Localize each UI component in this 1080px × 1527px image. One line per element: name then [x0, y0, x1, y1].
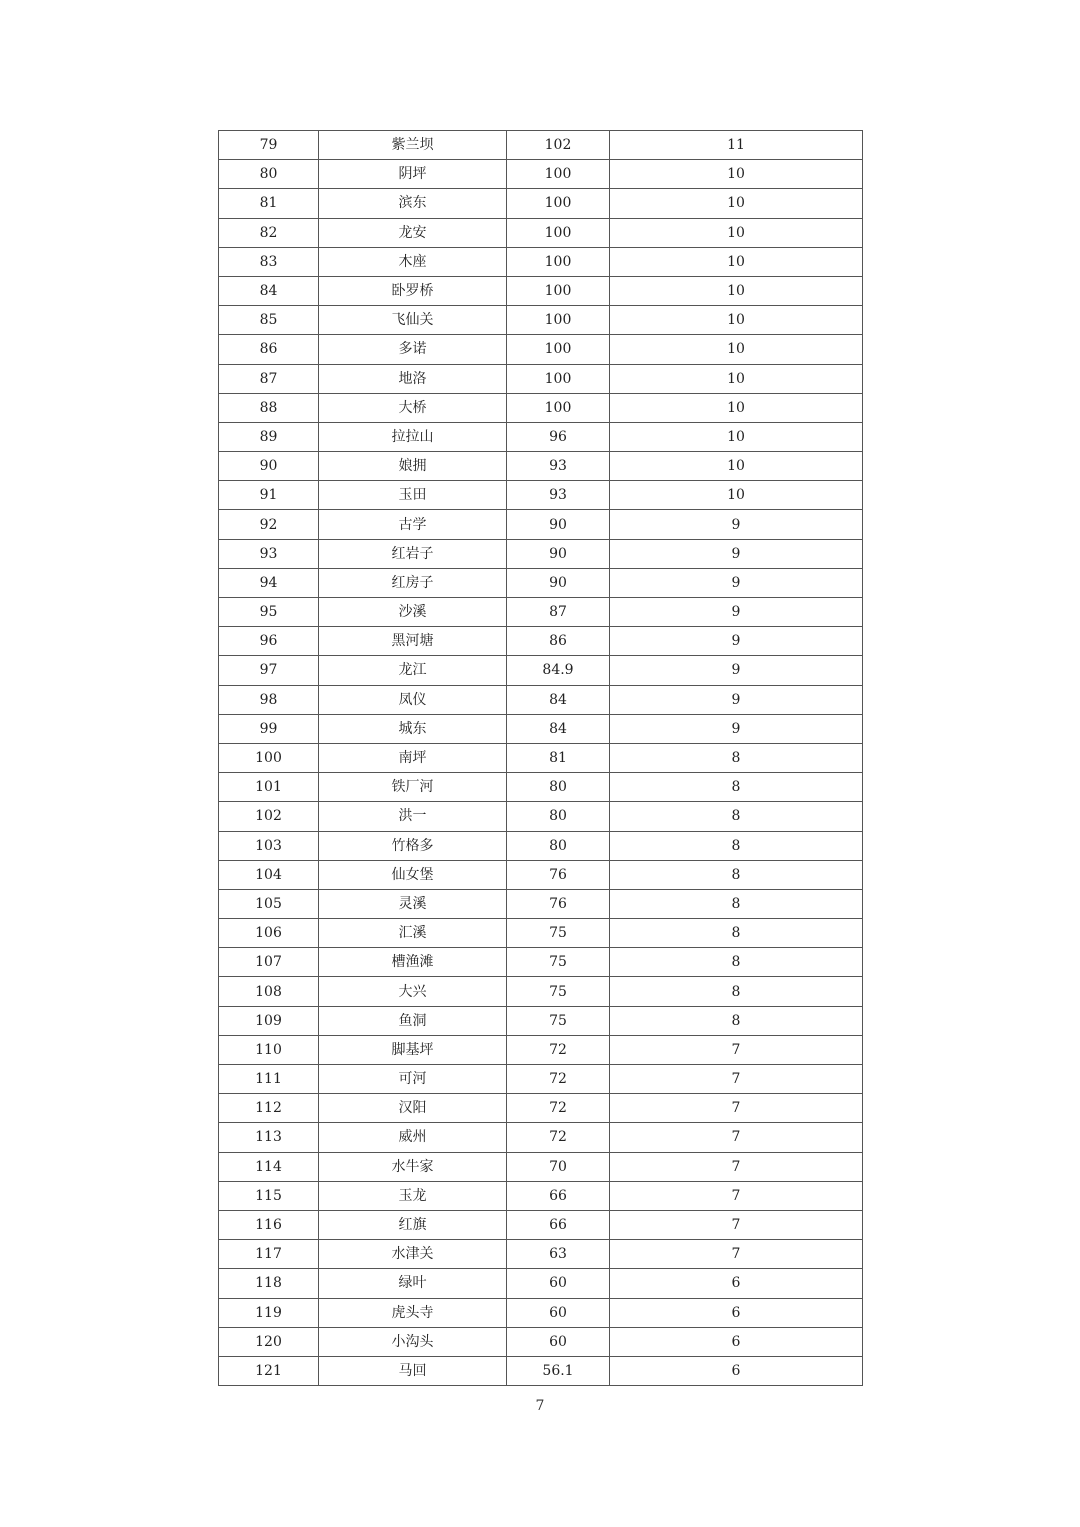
index-cell: 90 — [219, 452, 319, 481]
index-cell: 99 — [219, 714, 319, 743]
name-cell: 水牛家 — [319, 1152, 507, 1181]
name-cell: 槽渔滩 — [319, 948, 507, 977]
index-cell: 81 — [219, 189, 319, 218]
value-cell: 90 — [507, 539, 610, 568]
name-cell: 古学 — [319, 510, 507, 539]
name-cell: 鱼洞 — [319, 1006, 507, 1035]
rank-cell: 8 — [610, 773, 863, 802]
rank-cell: 7 — [610, 1123, 863, 1152]
value-cell: 96 — [507, 422, 610, 451]
table-row — [219, 1006, 863, 1035]
table-row — [219, 452, 863, 481]
table-row — [219, 1065, 863, 1094]
table-row — [219, 1210, 863, 1239]
value-cell: 56.1 — [507, 1356, 610, 1385]
value-cell: 80 — [507, 802, 610, 831]
index-cell: 119 — [219, 1298, 319, 1327]
name-cell: 拉拉山 — [319, 422, 507, 451]
index-cell: 112 — [219, 1094, 319, 1123]
table-row — [219, 422, 863, 451]
rank-cell: 10 — [610, 393, 863, 422]
table-row — [219, 1152, 863, 1181]
rank-cell: 8 — [610, 743, 863, 772]
name-cell: 灵溪 — [319, 889, 507, 918]
name-cell: 龙安 — [319, 218, 507, 247]
rank-cell: 7 — [610, 1065, 863, 1094]
rank-cell: 10 — [610, 189, 863, 218]
data-table — [218, 130, 863, 1386]
name-cell: 南坪 — [319, 743, 507, 772]
rank-cell: 10 — [610, 481, 863, 510]
name-cell: 大兴 — [319, 977, 507, 1006]
name-cell: 娘拥 — [319, 452, 507, 481]
name-cell: 玉龙 — [319, 1181, 507, 1210]
value-cell: 86 — [507, 627, 610, 656]
value-cell: 90 — [507, 510, 610, 539]
table-row — [219, 627, 863, 656]
rank-cell: 8 — [610, 860, 863, 889]
table-row — [219, 131, 863, 160]
table-row — [219, 1123, 863, 1152]
index-cell: 84 — [219, 276, 319, 305]
name-cell: 飞仙关 — [319, 306, 507, 335]
table-row — [219, 1269, 863, 1298]
index-cell: 97 — [219, 656, 319, 685]
table-row — [219, 860, 863, 889]
table-row — [219, 743, 863, 772]
value-cell: 80 — [507, 831, 610, 860]
index-cell: 89 — [219, 422, 319, 451]
name-cell: 小沟头 — [319, 1327, 507, 1356]
table-row — [219, 948, 863, 977]
table-row — [219, 189, 863, 218]
table-row — [219, 889, 863, 918]
index-cell: 121 — [219, 1356, 319, 1385]
value-cell: 84 — [507, 685, 610, 714]
index-cell: 105 — [219, 889, 319, 918]
value-cell: 75 — [507, 1006, 610, 1035]
value-cell: 66 — [507, 1181, 610, 1210]
value-cell: 100 — [507, 306, 610, 335]
rank-cell: 8 — [610, 889, 863, 918]
rank-cell: 10 — [610, 364, 863, 393]
value-cell: 100 — [507, 160, 610, 189]
table-row — [219, 773, 863, 802]
table-body — [219, 131, 863, 1386]
name-cell: 卧罗桥 — [319, 276, 507, 305]
index-cell: 104 — [219, 860, 319, 889]
name-cell: 阴坪 — [319, 160, 507, 189]
name-cell: 红岩子 — [319, 539, 507, 568]
name-cell: 汇溪 — [319, 919, 507, 948]
name-cell: 竹格多 — [319, 831, 507, 860]
index-cell: 91 — [219, 481, 319, 510]
rank-cell: 8 — [610, 948, 863, 977]
index-cell: 102 — [219, 802, 319, 831]
rank-cell: 10 — [610, 160, 863, 189]
table-row — [219, 1356, 863, 1385]
table-row — [219, 977, 863, 1006]
rank-cell: 9 — [610, 627, 863, 656]
page-number: 7 — [535, 1398, 545, 1414]
rank-cell: 6 — [610, 1327, 863, 1356]
table-row — [219, 1298, 863, 1327]
value-cell: 100 — [507, 364, 610, 393]
table-row — [219, 481, 863, 510]
table-row — [219, 306, 863, 335]
rank-cell: 6 — [610, 1269, 863, 1298]
table-row — [219, 685, 863, 714]
name-cell: 沙溪 — [319, 598, 507, 627]
index-cell: 113 — [219, 1123, 319, 1152]
name-cell: 仙女堡 — [319, 860, 507, 889]
index-cell: 115 — [219, 1181, 319, 1210]
value-cell: 100 — [507, 335, 610, 364]
index-cell: 80 — [219, 160, 319, 189]
value-cell: 72 — [507, 1123, 610, 1152]
name-cell: 玉田 — [319, 481, 507, 510]
name-cell: 大桥 — [319, 393, 507, 422]
table-row — [219, 160, 863, 189]
index-cell: 85 — [219, 306, 319, 335]
table-row — [219, 1327, 863, 1356]
table-row — [219, 598, 863, 627]
name-cell: 多诺 — [319, 335, 507, 364]
table-row — [219, 218, 863, 247]
table-row — [219, 656, 863, 685]
index-cell: 118 — [219, 1269, 319, 1298]
value-cell: 75 — [507, 948, 610, 977]
index-cell: 110 — [219, 1035, 319, 1064]
rank-cell: 7 — [610, 1094, 863, 1123]
rank-cell: 7 — [610, 1035, 863, 1064]
name-cell: 水津关 — [319, 1240, 507, 1269]
index-cell: 86 — [219, 335, 319, 364]
name-cell: 龙江 — [319, 656, 507, 685]
rank-cell: 8 — [610, 977, 863, 1006]
table-row — [219, 539, 863, 568]
index-cell: 116 — [219, 1210, 319, 1239]
rank-cell: 8 — [610, 831, 863, 860]
rank-cell: 10 — [610, 218, 863, 247]
value-cell: 87 — [507, 598, 610, 627]
index-cell: 79 — [219, 131, 319, 160]
index-cell: 109 — [219, 1006, 319, 1035]
name-cell: 紫兰坝 — [319, 131, 507, 160]
value-cell: 72 — [507, 1035, 610, 1064]
index-cell: 114 — [219, 1152, 319, 1181]
index-cell: 82 — [219, 218, 319, 247]
index-cell: 111 — [219, 1065, 319, 1094]
name-cell: 洪一 — [319, 802, 507, 831]
value-cell: 66 — [507, 1210, 610, 1239]
index-cell: 107 — [219, 948, 319, 977]
value-cell: 80 — [507, 773, 610, 802]
value-cell: 84 — [507, 714, 610, 743]
value-cell: 76 — [507, 860, 610, 889]
rank-cell: 10 — [610, 452, 863, 481]
table-row — [219, 831, 863, 860]
table-row — [219, 335, 863, 364]
index-cell: 83 — [219, 247, 319, 276]
table-row — [219, 802, 863, 831]
value-cell: 76 — [507, 889, 610, 918]
value-cell: 60 — [507, 1327, 610, 1356]
name-cell: 脚基坪 — [319, 1035, 507, 1064]
rank-cell: 9 — [610, 539, 863, 568]
index-cell: 117 — [219, 1240, 319, 1269]
name-cell: 汉阳 — [319, 1094, 507, 1123]
rank-cell: 9 — [610, 656, 863, 685]
index-cell: 101 — [219, 773, 319, 802]
rank-cell: 10 — [610, 306, 863, 335]
index-cell: 98 — [219, 685, 319, 714]
rank-cell: 8 — [610, 802, 863, 831]
name-cell: 地洛 — [319, 364, 507, 393]
index-cell: 106 — [219, 919, 319, 948]
index-cell: 103 — [219, 831, 319, 860]
rank-cell: 7 — [610, 1152, 863, 1181]
table-row — [219, 919, 863, 948]
value-cell: 100 — [507, 247, 610, 276]
value-cell: 100 — [507, 393, 610, 422]
name-cell: 红旗 — [319, 1210, 507, 1239]
value-cell: 93 — [507, 452, 610, 481]
name-cell: 滨东 — [319, 189, 507, 218]
name-cell: 凤仪 — [319, 685, 507, 714]
value-cell: 60 — [507, 1269, 610, 1298]
index-cell: 108 — [219, 977, 319, 1006]
value-cell: 60 — [507, 1298, 610, 1327]
name-cell: 红房子 — [319, 568, 507, 597]
table-row — [219, 714, 863, 743]
value-cell: 75 — [507, 977, 610, 1006]
rank-cell: 10 — [610, 335, 863, 364]
rank-cell: 9 — [610, 714, 863, 743]
name-cell: 马回 — [319, 1356, 507, 1385]
rank-cell: 9 — [610, 568, 863, 597]
name-cell: 绿叶 — [319, 1269, 507, 1298]
rank-cell: 10 — [610, 247, 863, 276]
rank-cell: 6 — [610, 1298, 863, 1327]
table-row — [219, 568, 863, 597]
rank-cell: 11 — [610, 131, 863, 160]
value-cell: 100 — [507, 276, 610, 305]
value-cell: 100 — [507, 218, 610, 247]
name-cell: 城东 — [319, 714, 507, 743]
rank-cell: 9 — [610, 598, 863, 627]
value-cell: 72 — [507, 1094, 610, 1123]
rank-cell: 9 — [610, 685, 863, 714]
table-row — [219, 1181, 863, 1210]
name-cell: 木座 — [319, 247, 507, 276]
name-cell: 可河 — [319, 1065, 507, 1094]
rank-cell: 6 — [610, 1356, 863, 1385]
value-cell: 84.9 — [507, 656, 610, 685]
name-cell: 威州 — [319, 1123, 507, 1152]
name-cell: 铁厂河 — [319, 773, 507, 802]
rank-cell: 10 — [610, 276, 863, 305]
index-cell: 120 — [219, 1327, 319, 1356]
table-row — [219, 364, 863, 393]
rank-cell: 9 — [610, 510, 863, 539]
value-cell: 100 — [507, 189, 610, 218]
index-cell: 94 — [219, 568, 319, 597]
index-cell: 95 — [219, 598, 319, 627]
index-cell: 93 — [219, 539, 319, 568]
rank-cell: 7 — [610, 1240, 863, 1269]
index-cell: 100 — [219, 743, 319, 772]
value-cell: 81 — [507, 743, 610, 772]
index-cell: 88 — [219, 393, 319, 422]
name-cell: 黑河塘 — [319, 627, 507, 656]
table-row — [219, 1035, 863, 1064]
table-row — [219, 247, 863, 276]
table-row — [219, 1240, 863, 1269]
value-cell: 72 — [507, 1065, 610, 1094]
rank-cell: 10 — [610, 422, 863, 451]
rank-cell: 8 — [610, 1006, 863, 1035]
table-row — [219, 1094, 863, 1123]
table-row — [219, 276, 863, 305]
value-cell: 102 — [507, 131, 610, 160]
name-cell: 虎头寺 — [319, 1298, 507, 1327]
table-row — [219, 510, 863, 539]
index-cell: 92 — [219, 510, 319, 539]
value-cell: 93 — [507, 481, 610, 510]
index-cell: 87 — [219, 364, 319, 393]
value-cell: 70 — [507, 1152, 610, 1181]
index-cell: 96 — [219, 627, 319, 656]
rank-cell: 7 — [610, 1181, 863, 1210]
table-row — [219, 393, 863, 422]
rank-cell: 7 — [610, 1210, 863, 1239]
rank-cell: 8 — [610, 919, 863, 948]
value-cell: 90 — [507, 568, 610, 597]
value-cell: 75 — [507, 919, 610, 948]
value-cell: 63 — [507, 1240, 610, 1269]
